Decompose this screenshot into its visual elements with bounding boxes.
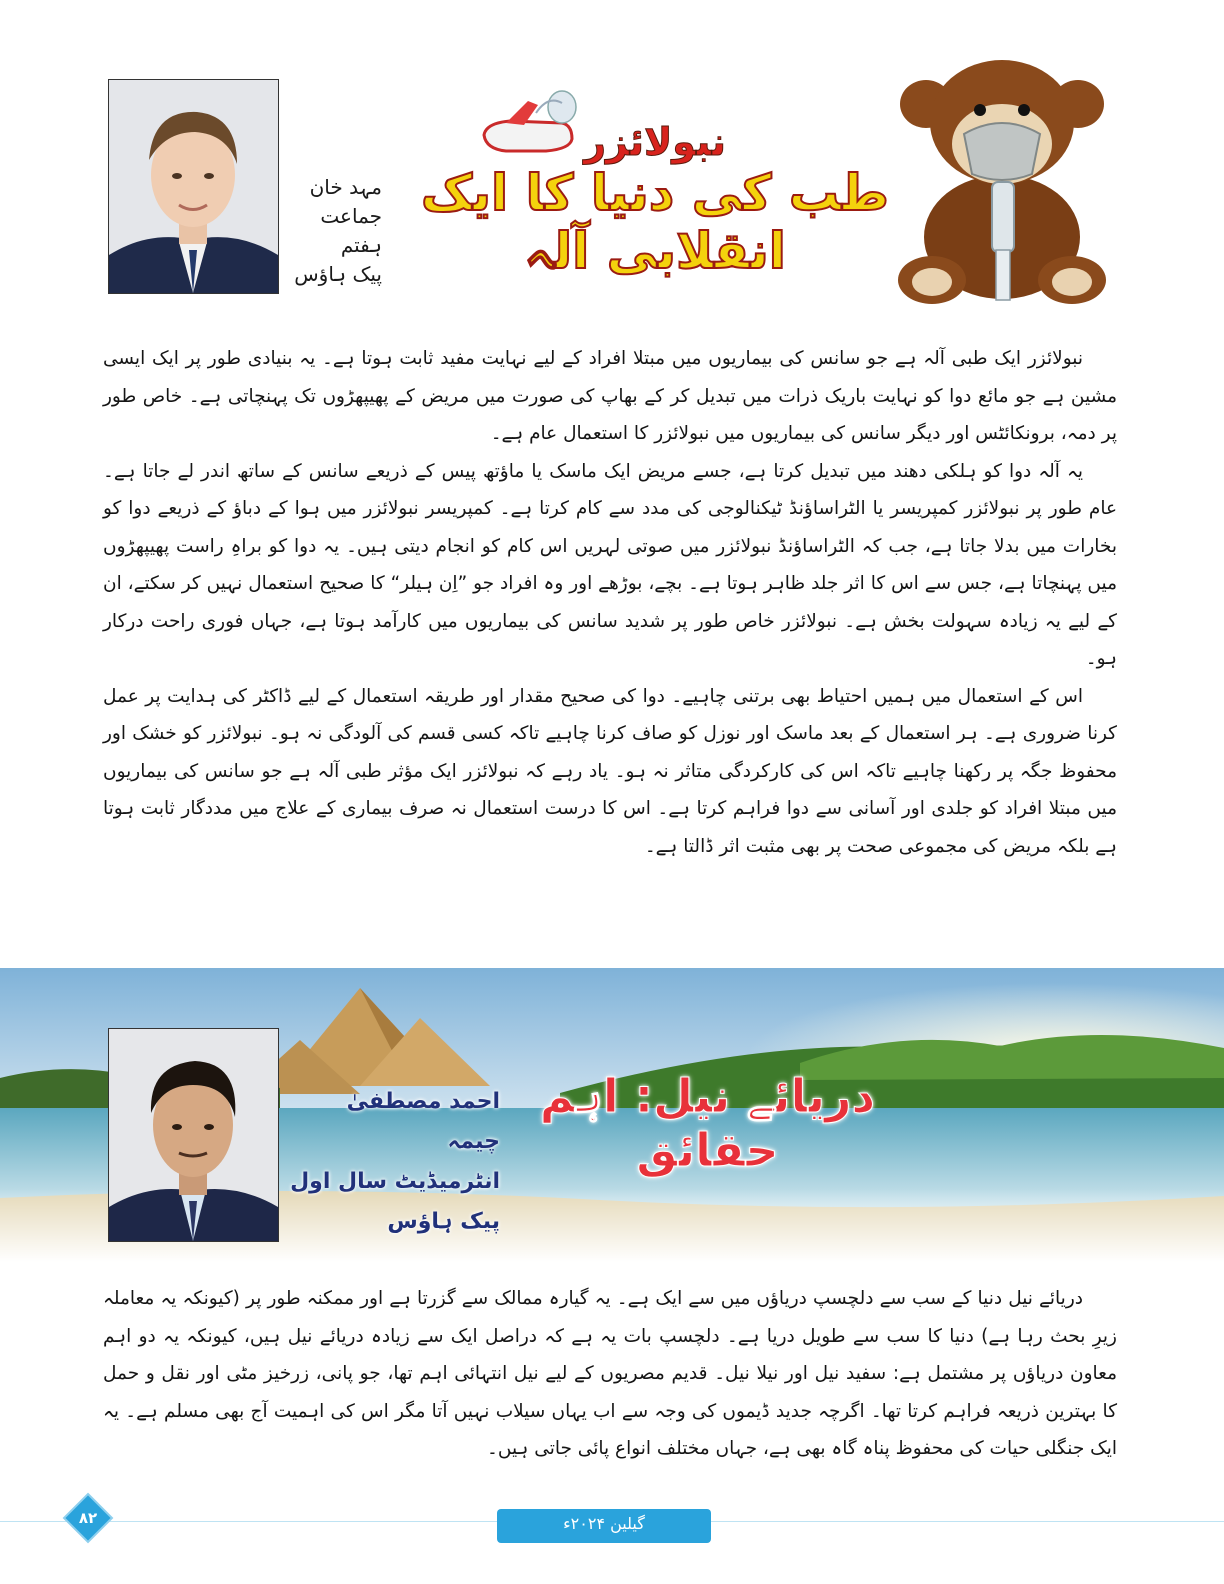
nile-author-class: انٹرمیڈیٹ سال اول [290, 1169, 500, 1194]
author-house: پیک ہاؤس [294, 262, 382, 286]
author-photo [108, 1028, 279, 1242]
nile-article-body [103, 1280, 1117, 1468]
page-number-badge [62, 1492, 114, 1544]
article-paragraph: یہ آلہ دوا کو ہلکی دھند میں تبدیل کرتا ہے، جسے مریض ایک ماسک یا ماؤتھ پیس کے ذریعے سانس کے ساتھ اندر لے جاتا ہے۔ عام طور پر نبولائزر کمپریسر یا الٹراساؤنڈ ٹیکنالوجی کی مدد سے کام کرتا ہے۔ کمپریسر نبولائزر میں ہوا کے دباؤ کے ذریعے دوا کو بخارات میں بدلا جاتا ہے، جب کہ الٹراساؤنڈ نبولائزر میں صوتی لہریں اس کام کو انجام دیتی ہیں۔ یہ دوا کو براہِ راست پھیپھڑوں میں پہنچاتا ہے، جس سے اس کا اثر جلد ظاہر ہوتا ہے۔ بچے، بوڑھے اور وہ افراد جو ”اِن ہیلر“ کا صحیح استعمال نہیں کر سکتے، ان کے لیے یہ زیادہ سہولت بخش ہے۔ نبولائزر خاص طور پر شدید سانس کی بیماریوں میں کارآمد ہوتا ہے، جہاں فوری راحت درکار ہو۔ [103, 460, 1117, 669]
page-number: ۸۲ [78, 1509, 98, 1527]
article-body [103, 340, 1117, 865]
magazine-name-tab [497, 1509, 711, 1543]
nile-article-title: دریائے نیل: اہم حقائق [539, 1069, 876, 1177]
author-name: مہد خان [309, 175, 382, 199]
author-photo [108, 79, 279, 294]
nile-author-name: احمد مصطفیٰ چیمہ [346, 1089, 500, 1154]
author-class: جماعت ہفتم [320, 204, 382, 257]
article-title-line1: نبولائزر [584, 120, 726, 164]
author-byline [292, 173, 382, 289]
monkey-toy-image [892, 52, 1114, 307]
article-paragraph: دریائے نیل دنیا کے سب سے دلچسپ دریاؤں میں سے ایک ہے۔ یہ گیارہ ممالک سے گزرتا ہے اور ممکنہ طور پر (کیونکہ یہ معاملہ زیرِ بحث رہا ہے) دنیا کا سب سے طویل دریا ہے۔ دلچسپ بات یہ ہے کہ دراصل ایک سے زیادہ دریائے نیل ہیں، کیونکہ یہ دو اہم معاون دریاؤں پر مشتمل ہے: سفید نیل اور نیلا نیل۔ قدیم مصریوں کے لیے نیل انتہائی اہم تھا، جو پانی، زرخیز مٹی اور نقل و حمل کا بہترین ذریعہ فراہم کرتا تھا۔ اگرچہ جدید ڈیموں کی وجہ سے اب یہاں سیلاب نہیں آتا مگر اس کی اہمیت آج بھی مسلم ہے۔ یہ ایک جنگلی حیات کی محفوظ پناہ گاہ بھی ہے، جہاں مختلف انواع پائی جاتی ہیں۔ [103, 1288, 1117, 1459]
article-paragraph: نبولائزر ایک طبی آلہ ہے جو سانس کی بیماریوں میں مبتلا افراد کے لیے نہایت مفید ثابت ہوتا ہے۔ یہ بنیادی طور پر ایک ایسی مشین ہے جو مائع دوا کو نہایت باریک ذرات میں تبدیل کر کے بھاپ کی صورت میں مریض کے پھیپھڑوں تک پہنچاتی ہے۔ خاص طور پر دمہ، برونکائٹس اور دیگر سانس کی بیماریوں میں نبولائزر کا استعمال عام ہے۔ [103, 348, 1117, 444]
nile-author-byline [290, 1082, 500, 1242]
nile-author-house: پیک ہاؤس [387, 1209, 500, 1234]
article-title-line2: طب کی دنیا کا ایک انقلابی آلہ [421, 164, 889, 280]
magazine-name: گیلین ۲۰۲۴ء [563, 1514, 645, 1533]
article-paragraph: اس کے استعمال میں ہمیں احتیاط بھی برتنی چاہیے۔ دوا کی صحیح مقدار اور طریقہ استعمال کے لیے ڈاکٹر کی ہدایت پر عمل کرنا ضروری ہے۔ ہر استعمال کے بعد ماسک اور نوزل کو صاف کرنا چاہیے تاکہ کسی قسم کی آلودگی نہ ہو۔ نبولائزر کو خشک اور محفوظ جگہ پر رکھنا چاہیے تاکہ اس کی کارکردگی متاثر نہ ہو۔ یاد رہے کہ نبولائزر ایک مؤثر طبی آلہ ہے جو سانس کی بیماریوں میں مبتلا افراد کو جلدی اور آسانی سے دوا فراہم کرتا ہے۔ اس کا درست استعمال نہ صرف بیماری کے علاج میں مددگار ثابت ہوتا ہے بلکہ مریض کی مجموعی صحت پر بھی مثبت اثر ڈالتا ہے۔ [103, 685, 1117, 857]
article-title [410, 120, 900, 280]
